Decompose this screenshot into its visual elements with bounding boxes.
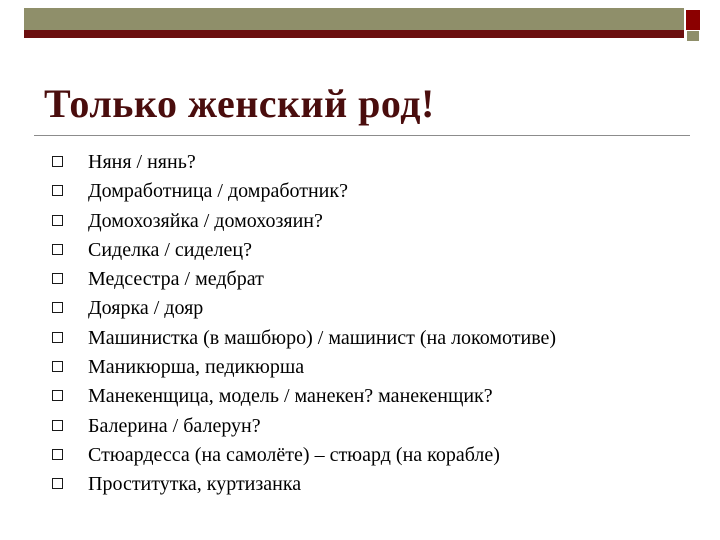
header-band-maroon: [24, 30, 684, 38]
title-divider: [34, 135, 690, 136]
hollow-square-icon: [52, 420, 63, 431]
list-item-text: Манекенщица, модель / манекен? манекенщик?: [88, 385, 493, 408]
list-item: [48, 294, 688, 323]
list-item-text: Домохозяйка / домохозяин?: [88, 209, 323, 232]
list-item: [48, 265, 688, 294]
list-item: [48, 412, 688, 441]
hollow-square-icon: [52, 215, 63, 226]
list-item: [48, 177, 688, 206]
corner-square-olive: [686, 30, 700, 42]
list-item-text: Сиделка / сиделец?: [88, 238, 252, 261]
list-item: [48, 441, 688, 470]
list-item: [48, 324, 688, 353]
list-item: [48, 470, 688, 499]
list-item: [48, 207, 688, 236]
list-item-text: Маникюрша, педикюрша: [88, 356, 305, 379]
hollow-square-icon: [52, 302, 63, 313]
list-item: [48, 353, 688, 382]
list-item-text: Домработница / домработник?: [88, 180, 348, 203]
list-item-text: Стюардесса (на самолёте) – стюард (на корабле): [88, 443, 500, 466]
hollow-square-icon: [52, 478, 63, 489]
list-item-text: Доярка / дояр: [88, 297, 204, 320]
hollow-square-icon: [52, 156, 63, 167]
hollow-square-icon: [52, 361, 63, 372]
list-item-text: Няня / нянь?: [88, 151, 196, 173]
header-band-olive: [24, 8, 684, 30]
list-item-text: Проститутка, куртизанка: [88, 473, 302, 496]
hollow-square-icon: [52, 449, 63, 460]
slide-title: Только женский род!: [44, 81, 435, 126]
hollow-square-icon: [52, 273, 63, 284]
list-item: [48, 382, 688, 411]
hollow-square-icon: [52, 244, 63, 255]
corner-square-red: [686, 10, 700, 30]
list-item: [48, 148, 688, 177]
list-item-text: Машинистка (в машбюро) / машинист (на локомотиве): [88, 326, 557, 349]
list-item-text: Медсестра / медбрат: [88, 268, 264, 291]
list-item-text: Балерина / балерун?: [88, 414, 261, 437]
hollow-square-icon: [52, 332, 63, 343]
hollow-square-icon: [52, 390, 63, 401]
bullet-list: [48, 148, 688, 500]
hollow-square-icon: [52, 185, 63, 196]
list-item: [48, 236, 688, 265]
